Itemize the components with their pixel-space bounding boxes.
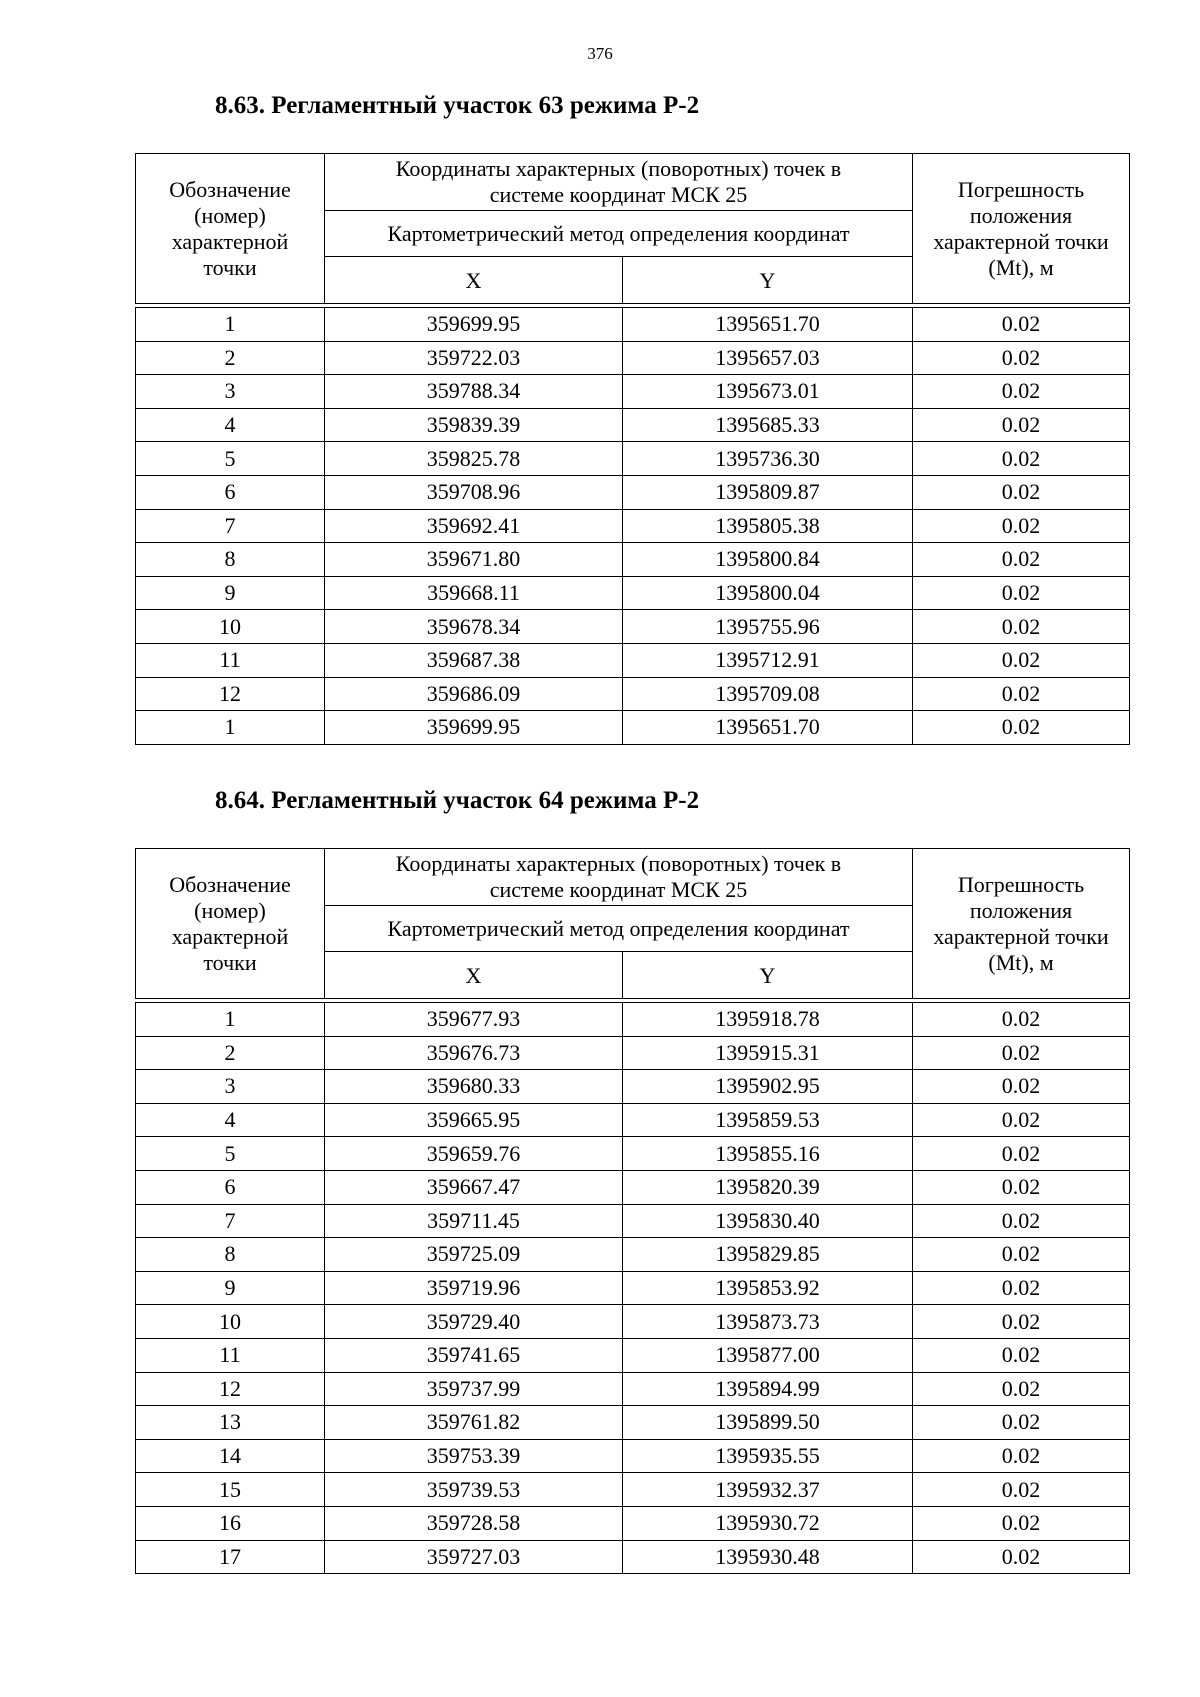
y-coordinate-cell: 1395736.30 (623, 442, 913, 476)
x-coordinate-cell: 359722.03 (325, 341, 623, 375)
x-coordinate-cell: 359741.65 (325, 1338, 623, 1372)
table-row (136, 711, 1130, 745)
table-row (136, 1204, 1130, 1238)
table-row (136, 1439, 1130, 1473)
point-number-cell: 9 (136, 576, 325, 610)
table-row (136, 442, 1130, 476)
error-cell: 0.02 (913, 509, 1130, 543)
error-cell: 0.02 (913, 1070, 1130, 1104)
table-row (136, 543, 1130, 577)
error-cell: 0.02 (913, 1372, 1130, 1406)
x-coordinate-cell: 359699.95 (325, 711, 623, 745)
point-number-cell: 7 (136, 509, 325, 543)
x-coordinate-cell: 359687.38 (325, 643, 623, 677)
error-cell: 0.02 (913, 543, 1130, 577)
x-coordinate-cell: 359692.41 (325, 509, 623, 543)
y-coordinate-cell: 1395859.53 (623, 1103, 913, 1137)
error-cell: 0.02 (913, 1204, 1130, 1238)
error-cell: 0.02 (913, 711, 1130, 745)
x-coordinate-cell: 359708.96 (325, 475, 623, 509)
y-coordinate-cell: 1395930.48 (623, 1540, 913, 1574)
header-method: Картометрический метод определения координат (325, 211, 913, 257)
table-row (136, 308, 1130, 342)
x-coordinate-cell: 359680.33 (325, 1070, 623, 1104)
y-coordinate-cell: 1395800.04 (623, 576, 913, 610)
table-row (136, 1003, 1130, 1037)
x-coordinate-cell: 359753.39 (325, 1439, 623, 1473)
x-coordinate-cell: 359739.53 (325, 1473, 623, 1507)
point-number-cell: 13 (136, 1406, 325, 1440)
point-number-cell: 17 (136, 1540, 325, 1574)
error-cell: 0.02 (913, 643, 1130, 677)
point-number-cell: 2 (136, 1036, 325, 1070)
point-number-cell: 6 (136, 1170, 325, 1204)
point-number-cell: 1 (136, 711, 325, 745)
point-number-cell: 12 (136, 1372, 325, 1406)
table-row (136, 1036, 1130, 1070)
point-number-cell: 11 (136, 643, 325, 677)
y-coordinate-cell: 1395809.87 (623, 475, 913, 509)
error-cell: 0.02 (913, 1473, 1130, 1507)
header-x: X (325, 257, 623, 304)
table-row (136, 1070, 1130, 1104)
table-row (136, 1473, 1130, 1507)
x-coordinate-cell: 359737.99 (325, 1372, 623, 1406)
error-cell: 0.02 (913, 442, 1130, 476)
error-cell: 0.02 (913, 1137, 1130, 1171)
section-title-64: 8.64. Регламентный участок 64 режима Р-2 (215, 787, 700, 814)
table-row (136, 341, 1130, 375)
table-row (136, 1271, 1130, 1305)
error-cell: 0.02 (913, 1103, 1130, 1137)
header-point-designation: Обозначение (номер) характерной точки (136, 849, 325, 999)
point-number-cell: 4 (136, 408, 325, 442)
y-coordinate-cell: 1395829.85 (623, 1238, 913, 1272)
table-row (136, 1372, 1130, 1406)
table-row (136, 576, 1130, 610)
x-coordinate-cell: 359665.95 (325, 1103, 623, 1137)
error-cell: 0.02 (913, 1406, 1130, 1440)
x-coordinate-cell: 359676.73 (325, 1036, 623, 1070)
y-coordinate-cell: 1395932.37 (623, 1473, 913, 1507)
coordinates-table-64 (135, 848, 1130, 1574)
y-coordinate-cell: 1395930.72 (623, 1506, 913, 1540)
y-coordinate-cell: 1395673.01 (623, 375, 913, 409)
header-error: Погрешность положения характерной точки (Mt), м (913, 849, 1130, 999)
point-number-cell: 9 (136, 1271, 325, 1305)
error-cell: 0.02 (913, 308, 1130, 342)
table-row (136, 1338, 1130, 1372)
point-number-cell: 16 (136, 1506, 325, 1540)
point-number-cell: 7 (136, 1204, 325, 1238)
header-error: Погрешность положения характерной точки (Mt), м (913, 154, 1130, 304)
error-cell: 0.02 (913, 1305, 1130, 1339)
table-row (136, 1305, 1130, 1339)
table-row (136, 677, 1130, 711)
error-cell: 0.02 (913, 1238, 1130, 1272)
point-number-cell: 11 (136, 1338, 325, 1372)
x-coordinate-cell: 359729.40 (325, 1305, 623, 1339)
y-coordinate-cell: 1395902.95 (623, 1070, 913, 1104)
point-number-cell: 8 (136, 543, 325, 577)
y-coordinate-cell: 1395899.50 (623, 1406, 913, 1440)
error-cell: 0.02 (913, 610, 1130, 644)
point-number-cell: 6 (136, 475, 325, 509)
y-coordinate-cell: 1395935.55 (623, 1439, 913, 1473)
x-coordinate-cell: 359719.96 (325, 1271, 623, 1305)
header-coordinates: Координаты характерных (поворотных) точек в системе координат МСК 25 (325, 154, 913, 211)
error-cell: 0.02 (913, 1338, 1130, 1372)
x-coordinate-cell: 359788.34 (325, 375, 623, 409)
y-coordinate-cell: 1395651.70 (623, 711, 913, 745)
table-row (136, 1540, 1130, 1574)
y-coordinate-cell: 1395853.92 (623, 1271, 913, 1305)
y-coordinate-cell: 1395855.16 (623, 1137, 913, 1171)
point-number-cell: 15 (136, 1473, 325, 1507)
error-cell: 0.02 (913, 408, 1130, 442)
x-coordinate-cell: 359728.58 (325, 1506, 623, 1540)
x-coordinate-cell: 359839.39 (325, 408, 623, 442)
y-coordinate-cell: 1395873.73 (623, 1305, 913, 1339)
x-coordinate-cell: 359667.47 (325, 1170, 623, 1204)
point-number-cell: 10 (136, 1305, 325, 1339)
point-number-cell: 1 (136, 1003, 325, 1037)
table-row (136, 1170, 1130, 1204)
header-point-designation: Обозначение (номер) характерной точки (136, 154, 325, 304)
error-cell: 0.02 (913, 677, 1130, 711)
error-cell: 0.02 (913, 375, 1130, 409)
table-body-64 (136, 1003, 1130, 1574)
error-cell: 0.02 (913, 1540, 1130, 1574)
x-coordinate-cell: 359677.93 (325, 1003, 623, 1037)
table-row (136, 375, 1130, 409)
header-y: Y (623, 952, 913, 999)
point-number-cell: 14 (136, 1439, 325, 1473)
point-number-cell: 3 (136, 375, 325, 409)
x-coordinate-cell: 359711.45 (325, 1204, 623, 1238)
point-number-cell: 5 (136, 442, 325, 476)
point-number-cell: 2 (136, 341, 325, 375)
point-number-cell: 10 (136, 610, 325, 644)
error-cell: 0.02 (913, 1170, 1130, 1204)
table-row (136, 509, 1130, 543)
point-number-cell: 8 (136, 1238, 325, 1272)
x-coordinate-cell: 359686.09 (325, 677, 623, 711)
header-y: Y (623, 257, 913, 304)
error-cell: 0.02 (913, 341, 1130, 375)
x-coordinate-cell: 359671.80 (325, 543, 623, 577)
table-row (136, 1137, 1130, 1171)
error-cell: 0.02 (913, 1003, 1130, 1037)
y-coordinate-cell: 1395685.33 (623, 408, 913, 442)
table-row (136, 643, 1130, 677)
point-number-cell: 4 (136, 1103, 325, 1137)
y-coordinate-cell: 1395712.91 (623, 643, 913, 677)
y-coordinate-cell: 1395820.39 (623, 1170, 913, 1204)
y-coordinate-cell: 1395805.38 (623, 509, 913, 543)
x-coordinate-cell: 359761.82 (325, 1406, 623, 1440)
table-row (136, 1238, 1130, 1272)
table-body-63 (136, 308, 1130, 745)
y-coordinate-cell: 1395709.08 (623, 677, 913, 711)
y-coordinate-cell: 1395755.96 (623, 610, 913, 644)
section-title-63: 8.63. Регламентный участок 63 режима Р-2 (215, 92, 700, 119)
error-cell: 0.02 (913, 475, 1130, 509)
page-number: 376 (587, 44, 613, 63)
header-x: X (325, 952, 623, 999)
y-coordinate-cell: 1395657.03 (623, 341, 913, 375)
y-coordinate-cell: 1395800.84 (623, 543, 913, 577)
error-cell: 0.02 (913, 1271, 1130, 1305)
y-coordinate-cell: 1395918.78 (623, 1003, 913, 1037)
point-number-cell: 5 (136, 1137, 325, 1171)
x-coordinate-cell: 359699.95 (325, 308, 623, 342)
y-coordinate-cell: 1395877.00 (623, 1338, 913, 1372)
table-row (136, 408, 1130, 442)
coordinates-table-63 (135, 153, 1130, 745)
table-row (136, 1103, 1130, 1137)
y-coordinate-cell: 1395915.31 (623, 1036, 913, 1070)
table-row (136, 610, 1130, 644)
y-coordinate-cell: 1395830.40 (623, 1204, 913, 1238)
table-row (136, 1506, 1130, 1540)
error-cell: 0.02 (913, 1036, 1130, 1070)
x-coordinate-cell: 359725.09 (325, 1238, 623, 1272)
point-number-cell: 3 (136, 1070, 325, 1104)
error-cell: 0.02 (913, 1439, 1130, 1473)
x-coordinate-cell: 359678.34 (325, 610, 623, 644)
error-cell: 0.02 (913, 1506, 1130, 1540)
header-method: Картометрический метод определения координат (325, 906, 913, 952)
point-number-cell: 1 (136, 308, 325, 342)
x-coordinate-cell: 359659.76 (325, 1137, 623, 1171)
x-coordinate-cell: 359668.11 (325, 576, 623, 610)
x-coordinate-cell: 359727.03 (325, 1540, 623, 1574)
table-row (136, 475, 1130, 509)
error-cell: 0.02 (913, 576, 1130, 610)
y-coordinate-cell: 1395894.99 (623, 1372, 913, 1406)
x-coordinate-cell: 359825.78 (325, 442, 623, 476)
header-coordinates: Координаты характерных (поворотных) точек в системе координат МСК 25 (325, 849, 913, 906)
table-row (136, 1406, 1130, 1440)
y-coordinate-cell: 1395651.70 (623, 308, 913, 342)
point-number-cell: 12 (136, 677, 325, 711)
